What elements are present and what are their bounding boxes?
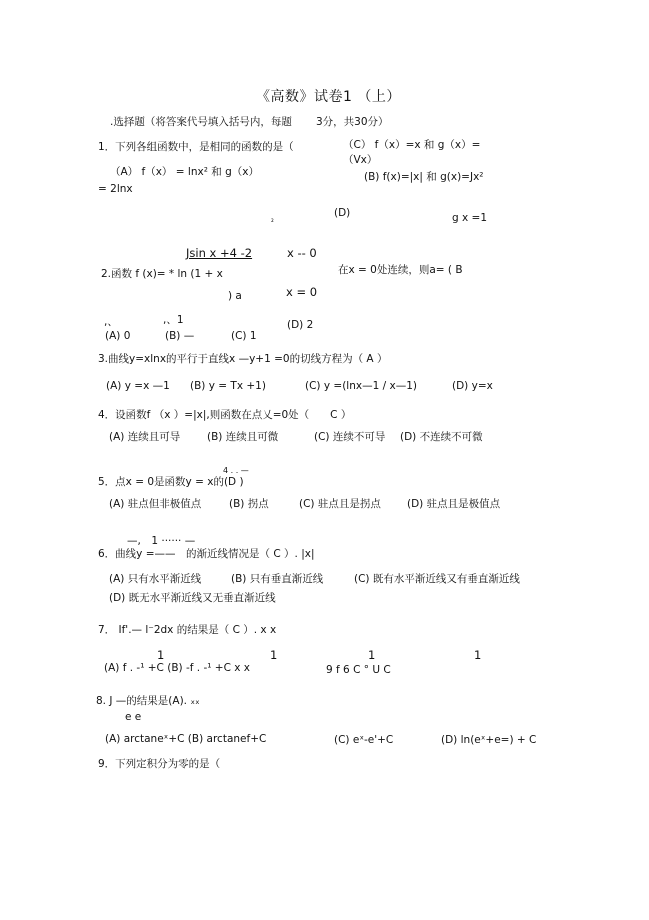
q5-option-a: (A) 驻点但非极值点 bbox=[109, 498, 202, 510]
q5-stem: 5．点x = 0是函数y = x的(D ) bbox=[98, 476, 244, 488]
q2-piecewise-top: Jsin x +4 -2 bbox=[186, 246, 253, 260]
q1-option-d: (D) bbox=[334, 207, 351, 219]
q2-option-b: (B) — bbox=[165, 330, 195, 342]
q1-option-c-cont: （Vx） bbox=[343, 154, 378, 166]
q7-stem: 7． If'.— l⁻2dx 的结果是（ C ）. x x bbox=[98, 624, 277, 636]
q3-option-d: (D) y=x bbox=[452, 380, 493, 392]
q7-numerator-a: 1 bbox=[157, 648, 165, 662]
q5-option-b: (B) 拐点 bbox=[229, 498, 269, 510]
q2-stem-tail: 在x = 0处连续，则a= ( B bbox=[338, 264, 463, 276]
q6-option-c: (C) 既有水平渐近线又有垂直渐近线 bbox=[354, 573, 520, 585]
q1-stray-mark: ₂ bbox=[271, 216, 274, 224]
q2-option-c: (C) 1 bbox=[231, 330, 257, 342]
q1-option-a: （A） f（x） = lnx² 和 g（x） bbox=[110, 166, 259, 178]
q7-options: (A) f . -¹ +C (B) -f . -¹ +C x x bbox=[104, 662, 251, 674]
q8-option-d: (D) ln(eˣ+e=) + C bbox=[441, 734, 537, 746]
q8-denominator: e e bbox=[125, 711, 142, 723]
q8-option-c: (C) eˣ-e'+C bbox=[334, 734, 394, 746]
q2-marks-mid: ,、1 bbox=[163, 314, 184, 326]
q2-marks-left: ,、 bbox=[104, 316, 118, 328]
q8-stem: 8. J —的结果是(A). ₓₓ bbox=[96, 695, 200, 707]
q6-option-b: (B) 只有垂直渐近线 bbox=[231, 573, 324, 585]
q4-option-c: (C) 连续不可导 bbox=[314, 431, 386, 443]
q6-option-d: (D) 既无水平渐近线又无垂直渐近线 bbox=[109, 592, 276, 604]
q1-option-c: （C） f（x）=x 和 g（x）= bbox=[343, 139, 481, 151]
q2-condition-2: x = 0 bbox=[286, 285, 318, 299]
q1-option-a-cont: = 2lnx bbox=[98, 183, 133, 195]
q9-stem: 9．下列定积分为零的是（ bbox=[98, 758, 221, 770]
section-score: 3分，共30分） bbox=[316, 116, 389, 128]
q5-option-c: (C) 驻点且是拐点 bbox=[299, 498, 381, 510]
q7-numerator-b: 1 bbox=[270, 648, 278, 662]
q4-option-d: (D) 不连续不可微 bbox=[400, 431, 483, 443]
q2-condition-1: x -- 0 bbox=[287, 246, 317, 260]
q3-option-a: (A) y =x —1 bbox=[106, 380, 170, 392]
q1-stem: 1．下列各组函数中，是相同的函数的是（ bbox=[98, 141, 294, 153]
q2-option-a: (A) 0 bbox=[105, 330, 131, 342]
q5-option-d: (D) 驻点且是极值点 bbox=[407, 498, 501, 510]
q2-option-d: (D) 2 bbox=[287, 319, 314, 331]
q2-stem: 2.函数 f (x)= * ln (1 + x bbox=[101, 268, 223, 280]
q6-stem: 6．曲线y =—— 的渐近线情况是（ C ）. |x| bbox=[98, 548, 315, 560]
q5-superscript: 4 . . — bbox=[223, 466, 249, 475]
q7-numerator-d: 1 bbox=[474, 648, 482, 662]
q2-a-part: ) a bbox=[228, 290, 242, 302]
q4-option-a: (A) 连续且可导 bbox=[109, 431, 181, 443]
q3-option-c: (C) y =(lnx—1 / x—1) bbox=[305, 380, 417, 392]
q8-option-a-b: (A) arctaneˣ+C (B) arctanef+C bbox=[105, 733, 267, 745]
q1-option-d-cont: g x =1 bbox=[452, 212, 488, 224]
section-instructions: .选择题（将答案代号填入括号内，每题 bbox=[110, 116, 292, 128]
q7-numerator-c: 1 bbox=[368, 648, 376, 662]
exam-title: 《高数》试卷1 （上） bbox=[256, 89, 401, 105]
q6-superscript: —, 1 ······ — bbox=[127, 535, 196, 547]
q3-stem: 3.曲线y=xlnx的平行于直线x —y+1 =0的切线方程为（ A ） bbox=[98, 353, 388, 365]
q7-options-c-d: 9 f 6 C ° U C bbox=[326, 664, 391, 676]
q6-option-a: (A) 只有水平渐近线 bbox=[109, 573, 202, 585]
q1-option-b: (B) f(x)=|x| 和 g(x)=Jx² bbox=[364, 171, 484, 183]
q4-stem: 4．设函数f （x ）=|x|,则函数在点乂=0处（ C ） bbox=[98, 409, 352, 421]
q4-option-b: (B) 连续且可微 bbox=[207, 431, 279, 443]
q3-option-b: (B) y = Tx +1) bbox=[190, 380, 266, 392]
